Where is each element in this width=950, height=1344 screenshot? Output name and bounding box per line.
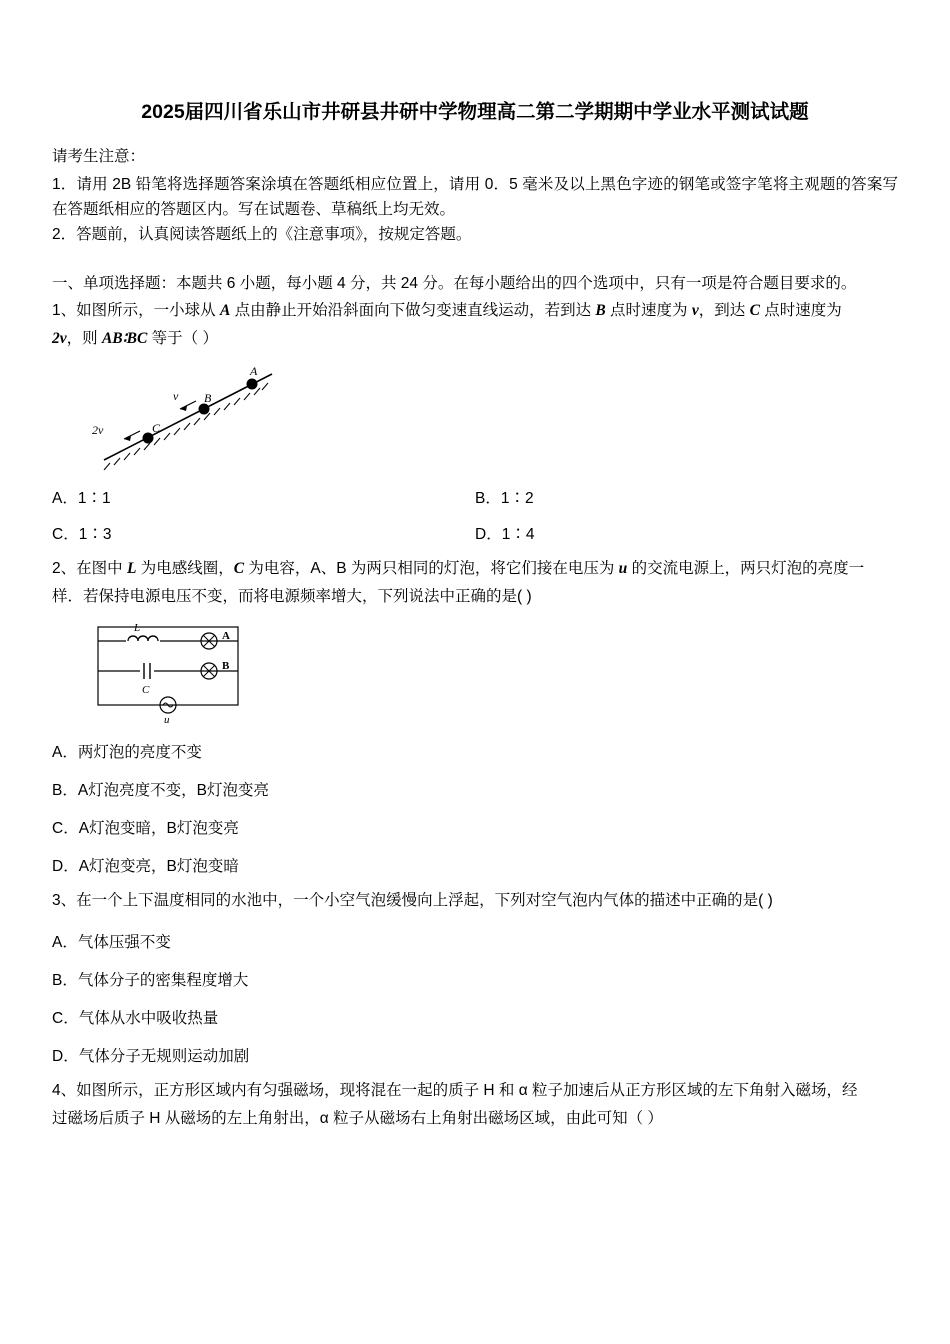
q2-option-A-label: A． — [52, 744, 78, 762]
q1-option-A-text: 1∶1 — [77, 489, 111, 507]
q1-text-e: 点时速度为 — [759, 302, 842, 320]
q3-option-C[interactable] — [52, 1006, 898, 1028]
q2-var-C: C — [233, 559, 245, 577]
q3-option-A[interactable] — [52, 930, 898, 952]
q2-option-C-text: A灯泡变暗，B灯泡变亮 — [78, 820, 239, 838]
question-1-options-row-1 — [52, 486, 898, 508]
question-3-stem — [52, 888, 898, 914]
q2-option-C-label: C． — [52, 820, 79, 838]
q3-option-A-label: A． — [52, 934, 78, 952]
q1-option-A[interactable] — [52, 486, 475, 508]
q1-option-C[interactable] — [52, 522, 475, 544]
q1-var-C: C — [749, 302, 760, 320]
q2-text-c: 为电容，A、B 为两只相同的灯泡，将它们接在电压为 — [244, 559, 619, 577]
q3-option-D[interactable] — [52, 1044, 898, 1066]
q1-var-ratio: AB∶BC — [101, 330, 148, 348]
q1-text-g: 等于（ ） — [147, 330, 218, 348]
svg-text:A: A — [222, 630, 230, 643]
q2-option-B-text: A灯泡亮度不变，B灯泡变亮 — [77, 782, 270, 800]
svg-text:L: L — [134, 622, 141, 635]
q4-text: 如图所示，正方形区域内有匀强磁场，现将混在一起的质子 H 和 α 粒子加速后从正方形区域的左下角射入磁场，经 — [76, 1082, 858, 1100]
svg-text:2v: 2v — [92, 422, 104, 437]
q1-text-d: ，到达 — [698, 302, 750, 320]
q1-text-b: 点由静止开始沿斜面向下做匀变速直线运动，若到达 — [230, 302, 596, 320]
q2-text-a: 在图中 — [76, 559, 127, 577]
q2-number: 2、 — [52, 559, 77, 577]
incline-figure — [76, 362, 898, 472]
q1-var-v: v — [691, 302, 699, 320]
notice-heading: 请考生注意： — [52, 148, 146, 165]
q1-option-B[interactable] — [475, 486, 898, 508]
question-2-stem — [52, 556, 898, 582]
q3-option-B[interactable] — [52, 968, 898, 990]
svg-text:C: C — [152, 420, 161, 435]
q1-option-C-text: 1∶3 — [78, 525, 112, 543]
q2-var-L: L — [126, 559, 137, 577]
svg-text:u: u — [164, 714, 170, 725]
q1-text-a: 如图所示，一小球从 — [76, 302, 220, 320]
q1-option-D-label: D． — [475, 525, 502, 543]
svg-text:B: B — [222, 660, 230, 673]
q1-text-c: 点时速度为 — [605, 302, 692, 320]
q1-option-B-text: 1∶2 — [500, 489, 534, 507]
q1-number: 1、 — [52, 302, 77, 320]
q2-text-b: 为电感线圈， — [136, 559, 234, 577]
q1-var-A: A — [219, 302, 231, 320]
q1-option-C-label: C． — [52, 525, 79, 543]
q3-option-D-text: 气体分子无规则运动加剧 — [78, 1048, 250, 1066]
q1-option-D[interactable] — [475, 522, 898, 544]
q2-option-D-text: A灯泡变亮，B灯泡变暗 — [78, 858, 239, 876]
ac-circuit-figure — [88, 619, 898, 724]
notice-item-2: 2．答题前，认真阅读答题纸上的《注意事项》，按规定答题。 — [52, 226, 472, 244]
q2-option-D-label: D． — [52, 858, 79, 876]
q2-option-D[interactable] — [52, 854, 898, 876]
q3-number: 3、 — [52, 892, 77, 910]
question-1-stem-line2 — [52, 326, 898, 352]
page-title: 2025届四川省乐山市井研县井研中学物理高二第二学期期中学业水平测试试题 — [141, 101, 809, 123]
svg-text:C: C — [142, 684, 150, 697]
q3-option-C-label: C． — [52, 1010, 79, 1028]
notice-item-1: 1．请用 2B 铅笔将选择题答案涂填在答题纸相应位置上，请用 0．5 毫米及以上黑色字迹的钢笔或签字笔将主观题的答案写在答题纸相应的答题区内。写在试题卷、草稿纸上均无效。 — [52, 176, 898, 219]
q2-option-B-label: B． — [52, 782, 78, 800]
q1-var-2v: 2v — [52, 330, 67, 348]
q3-option-A-text: 气体压强不变 — [77, 934, 171, 952]
svg-text:B: B — [204, 390, 212, 405]
q1-option-B-label: B． — [475, 489, 501, 507]
q3-option-D-label: D． — [52, 1048, 79, 1066]
svg-text:v: v — [173, 388, 179, 403]
q3-text: 在一个上下温度相同的水池中，一个小空气泡缓慢向上浮起，下列对空气泡内气体的描述中正确的是( ) — [76, 892, 773, 910]
q2-option-A-text: 两灯泡的亮度不变 — [77, 744, 202, 762]
q1-var-B: B — [595, 302, 606, 320]
q2-text-d: 的交流电源上，两只灯泡的亮度一 — [627, 559, 865, 577]
svg-text:A: A — [250, 363, 258, 378]
question-4-stem-line2: 过磁场后质子 H 从磁场的左上角射出，α 粒子从磁场右上角射出磁场区域，由此可知（ ） — [52, 1109, 663, 1127]
question-2-stem-line2: 样．若保持电源电压不变，而将电源频率增大，下列说法中正确的是( ) — [52, 587, 532, 605]
q1-text-f: ，则 — [66, 330, 102, 348]
q2-option-B[interactable] — [52, 778, 898, 800]
q2-option-A[interactable] — [52, 740, 898, 762]
q2-var-u: u — [618, 559, 628, 577]
q3-option-B-text: 气体分子的密集程度增大 — [77, 972, 249, 990]
q2-option-C[interactable] — [52, 816, 898, 838]
q1-option-A-label: A． — [52, 489, 78, 507]
question-4-stem — [52, 1078, 898, 1104]
question-1-stem — [52, 298, 898, 324]
q3-option-C-text: 气体从水中吸收热量 — [78, 1010, 219, 1028]
section-intro: 一、单项选择题：本题共 6 小题，每小题 4 分，共 24 分。在每小题给出的四个选项中，只有一项是符合题目要求的。 — [52, 275, 857, 293]
q1-option-D-text: 1∶4 — [501, 525, 535, 543]
q4-number: 4、 — [52, 1082, 77, 1100]
q3-option-B-label: B． — [52, 972, 78, 990]
question-1-options-row-2 — [52, 522, 898, 544]
